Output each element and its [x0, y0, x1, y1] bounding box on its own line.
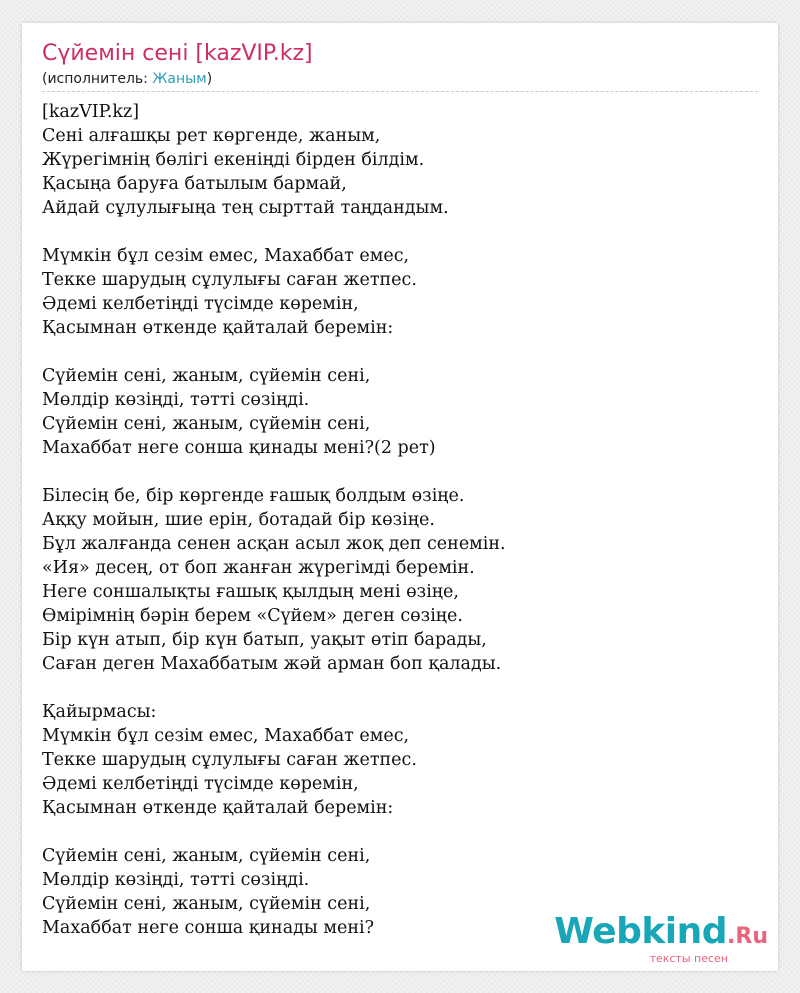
- lyrics-verse: [kazVIP.kz] Сені алғашқы рет көргенде, жаным, Жүрегімнің бөлігі екеніңді бірден білдім. Қасыңа баруға батылым бармай, Айдай сұлулығыңа тең сырттай таңдандым.: [42, 102, 449, 218]
- lyrics-card: [22, 23, 778, 971]
- lyrics-verse: Мүмкін бұл сезім емес, Махаббат емес, Текке шарудың сұлулығы саған жетпес. Әдемі келбетіңді түсімде көремін, Қасымнан өткенде қайталай беремін:: [42, 246, 417, 338]
- page-title: Сүйемін сені [kazVIP.kz]: [42, 41, 313, 66]
- lyrics-verse: Білесің бе, бір көргенде ғашық болдым өзіңе. Аққу мойын, шие ерін, ботадай бір көзіңе. Бұл жалғанда сенен асқан асыл жоқ деп сенемін. «Ия» десең, от боп жанған жүрегімді беремін. Неге соншалықты ғашық қылдың мені өзіңе, Өмірімнің бәрін берем «Сүйем» деген сөзіңе. Бір күн атып, бір күн батып, уақыт өтіп барады, Саған деген Махаббатым жәй арман боп қалады.: [42, 486, 506, 674]
- webkind-watermark: [554, 911, 768, 965]
- watermark-brand: Webkind: [554, 911, 728, 952]
- lyrics-chorus: Сүйемін сені, жаным, сүйемін сені, Мөлдір көзіңді, тәтті сөзіңді. Сүйемін сені, жаным, сүйемін сені, Махаббат неге сонша қинады мені?: [42, 846, 375, 938]
- watermark-tld: .Ru: [727, 924, 768, 949]
- lyrics-chorus: Сүйемін сені, жаным, сүйемін сені, Мөлдір көзіңді, тәтті сөзіңді. Сүйемін сені, жаным, сүйемін сені, Махаббат неге сонша қинады мені?(2 рет): [42, 366, 436, 458]
- performer-label: (исполнитель:: [42, 71, 153, 87]
- lyrics-text: [42, 100, 758, 940]
- performer-line: [42, 70, 758, 92]
- watermark-subtitle: тексты песен: [649, 952, 728, 965]
- performer-close: ): [206, 71, 213, 87]
- watermark-logo: [554, 911, 768, 955]
- lyrics-verse: Қайырмасы: Мүмкін бұл сезім емес, Махаббат емес, Текке шарудың сұлулығы саған жетпес. Әдемі келбетіңді түсімде көремін, Қасымнан өткенде қайталай беремін:: [42, 702, 417, 818]
- performer-link[interactable]: Жаным: [152, 71, 207, 87]
